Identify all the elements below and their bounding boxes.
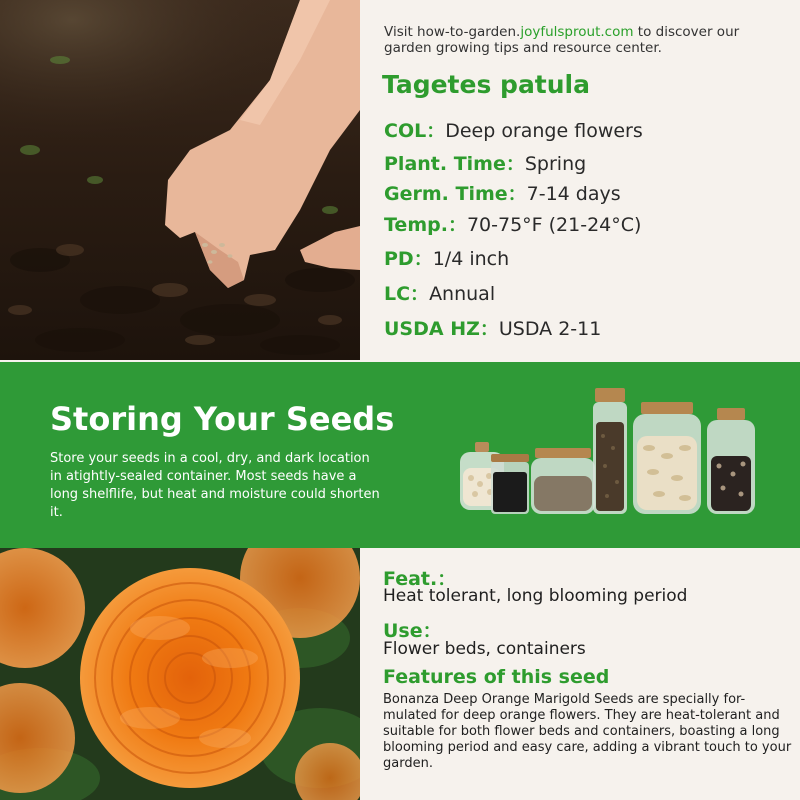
seed-jars-image [455, 386, 765, 526]
use-text: Flower beds, containers [383, 639, 586, 659]
website-link[interactable]: joyfulsprout.com [520, 24, 634, 40]
soil-hands-photo [0, 0, 360, 360]
features-description: Bonanza Deep Orange Marigold Seeds are specially for-mulated for deep orange flowers. They are heat-tolerant and suitable for both flower beds and containers, boasting a long blooming period and easy care, adding a vibrant touch to your garden. [383, 692, 792, 771]
spec-value: 1/4 inch [432, 248, 510, 270]
spec-key: Plant. Time： [384, 153, 525, 175]
spec-key: LC： [384, 283, 430, 305]
spec-row-color [384, 116, 643, 143]
spec-key: USDA HZ： [384, 318, 499, 340]
spec-row-planting-depth [384, 244, 509, 271]
details-panel [360, 548, 800, 800]
storing-title: Storing Your Seeds [50, 400, 395, 438]
spec-row-plant-time [384, 149, 586, 176]
marigold-photo [0, 548, 360, 800]
spec-key: PD： [384, 248, 433, 270]
storing-text: Store your seeds in a cool, dry, and dark location in atightly-sealed container. Most seeds have a long shelflife, but heat and moisture could shorten it. [50, 451, 380, 520]
spec-key: COL： [384, 120, 446, 142]
spec-value: Spring [524, 153, 587, 175]
spec-row-usda-zone [384, 314, 601, 341]
spec-value: Deep orange flowers [445, 120, 643, 142]
intro-text [384, 24, 784, 56]
intro-prefix: Visit how-to-garden. [384, 24, 521, 40]
jar-dark-mixed-seeds [593, 388, 627, 514]
spec-value: Annual [429, 283, 496, 305]
spec-key: Germ. Time： [384, 183, 527, 205]
spec-value: USDA 2-11 [498, 318, 602, 340]
spec-row-germ-time [384, 179, 621, 206]
storing-seeds-band [0, 362, 800, 548]
spec-row-life-cycle [384, 279, 495, 306]
main-marigold-bloom [80, 568, 300, 788]
feat-text: Heat tolerant, long blooming period [383, 586, 688, 606]
jar-black-white-beans [707, 408, 755, 514]
jar-pumpkin-seeds [633, 402, 701, 514]
spec-value: 7-14 days [526, 183, 621, 205]
features-heading: Features of this seed [383, 666, 610, 688]
feat-heading: Feat.： [383, 568, 457, 590]
jar-black-seeds [491, 454, 529, 514]
intro-suffix: to discover our garden growing tips and resource center. [384, 24, 740, 56]
spec-value: 70-75°F (21-24°C) [466, 214, 642, 236]
jar-gray-seeds [531, 448, 595, 514]
spec-row-temp [384, 210, 641, 237]
specs-panel [360, 0, 800, 360]
product-title: Tagetes patula [382, 70, 590, 99]
spec-key: Temp.： [384, 214, 467, 236]
use-heading: Use： [383, 620, 442, 642]
